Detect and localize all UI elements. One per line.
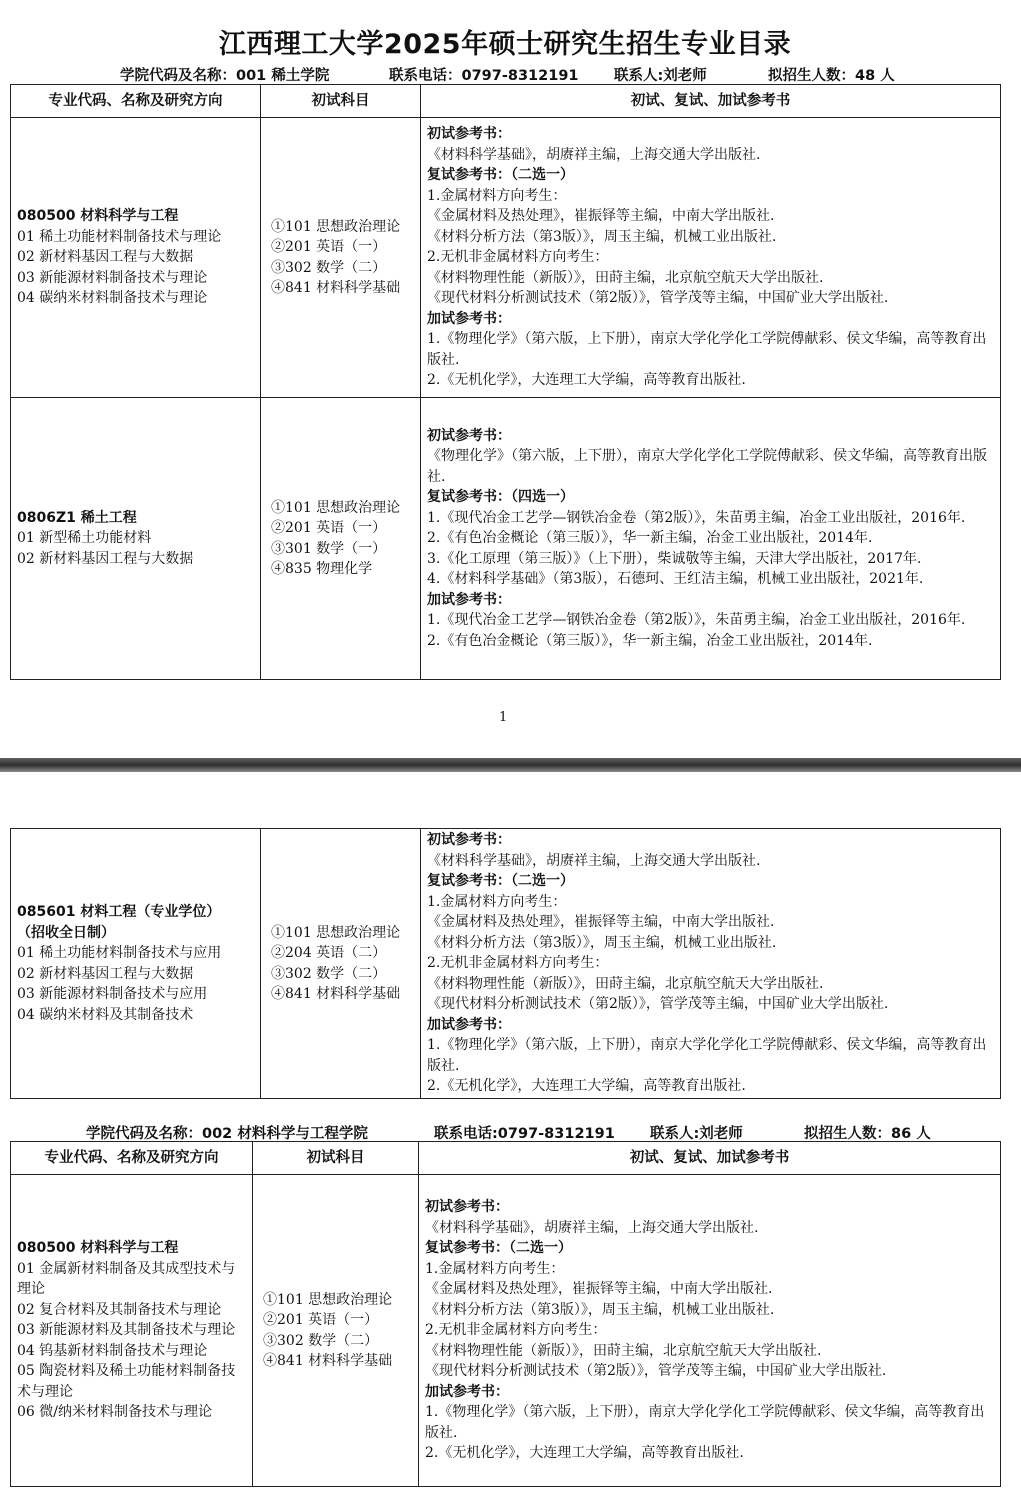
major-title: 080500 材料科学与工程: [17, 208, 179, 225]
book-line: 2.无机非金属材料方向考生：: [425, 1322, 607, 1339]
major-cell: [11, 118, 261, 398]
catalog-table-001-a: [10, 84, 1001, 680]
table-row: [11, 118, 1001, 398]
catalog-table-002: [10, 1141, 1001, 1487]
table-header-row: [11, 85, 1001, 118]
book-line: 《现代材料分析测试技术（第2版）》，管学茂等主编，中国矿业大学出版社.: [427, 290, 889, 307]
research-direction: 03 新能源材料及其制备技术与理论: [17, 1322, 236, 1339]
major-title: 0806Z1 稀土工程: [17, 509, 137, 526]
table-header-row: [11, 1142, 1001, 1175]
book-line: 《物理化学》（第六版，上下册），南京大学化学化工学院傅献彩、侯文华编，高等教育出版社.: [427, 448, 987, 485]
college-contact: 联系人:刘老师: [650, 1126, 743, 1142]
exam-subject: ③302 数学（二）: [271, 259, 387, 276]
table-row: [11, 829, 1001, 1099]
book-line: 《材料物理性能（新版）》，田莳主编，北京航空航天大学出版社.: [427, 975, 824, 992]
book-line: 2.《无机化学》，大连理工大学编，高等教育出版社.: [425, 1445, 744, 1462]
exam-subject: ②201 英语（一）: [271, 239, 387, 255]
book-line: 2.《无机化学》，大连理工大学编，高等教育出版社.: [427, 1078, 746, 1095]
research-direction: 02 复合材料及其制备技术与理论: [17, 1301, 222, 1318]
book-line: 《材料物理性能（新版）》，田莳主编，北京航空航天大学出版社.: [427, 269, 824, 286]
exam-subject: ④841 材料科学基础: [263, 1353, 393, 1369]
college-phone: 联系电话：0797-8312191: [389, 68, 579, 84]
header-major: 专业代码、名称及研究方向: [11, 1142, 253, 1175]
college-phone: 联系电话:0797-8312191: [434, 1126, 615, 1142]
exam-subject: ②201 英语（一）: [271, 520, 387, 536]
research-direction: 04 碳纳米材料及其制备技术: [17, 1006, 194, 1023]
book-section-heading: 复试参考书：（二选一）: [427, 873, 574, 890]
header-major: 专业代码、名称及研究方向: [11, 85, 261, 118]
exam-subject: ②201 英语（一）: [263, 1312, 379, 1328]
header-books: 初试、复试、加试参考书: [421, 85, 1001, 118]
book-line: 1.《物理化学》（第六版，上下册），南京大学化学化工学院傅献彩、侯文华编，高等教育出版社.: [427, 331, 987, 368]
book-line: 《材料分析方法（第3版）》，周玉主编，机械工业出版社.: [427, 228, 777, 245]
major-cell: [11, 829, 261, 1099]
major-cell: [11, 398, 261, 680]
research-direction: 01 稀土功能材料制备技术与理论: [17, 228, 222, 245]
book-line: 2.无机非金属材料方向考生：: [427, 249, 609, 266]
book-section-heading: 复试参考书：（二选一）: [425, 1240, 572, 1257]
college-name: 学院代码及名称：002 材料科学与工程学院: [86, 1126, 368, 1142]
research-direction: 02 新材料基因工程与大数据: [17, 249, 194, 266]
page-separator: [0, 758, 1021, 772]
exam-subject: ①101 思想政治理论: [271, 499, 401, 516]
exam-subject: ④841 材料科学基础: [271, 986, 401, 1002]
book-line: 《材料分析方法（第3版）》，周玉主编，机械工业出版社.: [425, 1301, 775, 1318]
table-row: [11, 398, 1001, 680]
book-line: 《金属材料及热处理》，崔振铎等主编，中南大学出版社.: [427, 208, 775, 225]
header-subjects: 初试科目: [253, 1142, 419, 1175]
exam-subject: ③301 数学（一）: [271, 540, 387, 557]
book-section-heading: 初试参考书：: [427, 126, 511, 143]
book-line: 2.《有色冶金概论（第三版）》，华一新主编，冶金工业出版社，2014年.: [427, 632, 873, 649]
header-books: 初试、复试、加试参考书: [419, 1142, 1001, 1175]
book-section-heading: 复试参考书：（四选一）: [427, 489, 574, 506]
college-quota: 拟招生人数：86 人: [804, 1126, 931, 1142]
book-section-heading: 复试参考书：（二选一）: [427, 167, 574, 184]
exam-subject: ①101 思想政治理论: [271, 924, 401, 941]
book-section-heading: 初试参考书：: [425, 1199, 509, 1216]
book-line: 1.金属材料方向考生：: [425, 1260, 565, 1277]
research-direction: 04 碳纳米材料制备技术与理论: [17, 290, 208, 307]
research-direction: 01 金属新材料制备及其成型技术与理论: [17, 1260, 236, 1298]
college-info-001: [0, 64, 1010, 84]
page-number: 1: [499, 710, 508, 725]
book-line: 《现代材料分析测试技术（第2版）》，管学茂等主编，中国矿业大学出版社.: [427, 996, 889, 1013]
college-info-002: [0, 1122, 1010, 1142]
major-title: 080500 材料科学与工程: [17, 1240, 179, 1257]
research-direction: 05 陶瓷材料及稀土功能材料制备技术与理论: [17, 1363, 236, 1400]
books-cell: [421, 829, 1001, 1099]
major-subtitle: （招收全日制）: [17, 924, 115, 941]
book-line: 1.《现代冶金工艺学—钢铁冶金卷（第2版）》，朱苗勇主编，冶金工业出版社，2016年.: [427, 509, 966, 526]
book-line: 《材料科学基础》，胡赓祥主编，上海交通大学出版社.: [427, 146, 761, 163]
catalog-table-001-b: [10, 828, 1001, 1099]
book-line: 4.《材料科学基础》（第3版），石德珂、王红洁主编，机械工业出版社，2021年.: [427, 571, 924, 588]
book-line: 1.金属材料方向考生：: [427, 893, 567, 910]
exam-subject: ①101 思想政治理论: [271, 218, 401, 235]
books-cell: [419, 1175, 1001, 1487]
book-line: 《材料科学基础》，胡赓祥主编，上海交通大学出版社.: [425, 1219, 759, 1236]
book-line: 《材料科学基础》，胡赓祥主编，上海交通大学出版社.: [427, 852, 761, 869]
major-cell: [11, 1175, 253, 1487]
book-section-heading: 初试参考书：: [427, 832, 511, 849]
book-line: 2.《无机化学》，大连理工大学编，高等教育出版社.: [427, 372, 746, 389]
exam-subject: ④841 材料科学基础: [271, 280, 401, 296]
college-contact: 联系人:刘老师: [614, 68, 707, 84]
major-title: 085601 材料工程（专业学位）: [17, 904, 221, 920]
research-direction: 01 稀土功能材料制备技术与应用: [17, 945, 222, 961]
book-section-heading: 加试参考书：: [427, 1016, 511, 1033]
book-section-heading: 初试参考书：: [427, 427, 511, 444]
exam-subject: ③302 数学（二）: [263, 1332, 379, 1349]
exam-subject: ③302 数学（二）: [271, 965, 387, 982]
books-cell: [421, 398, 1001, 680]
college-quota: 拟招生人数：48 人: [768, 68, 895, 84]
research-direction: 03 新能源材料制备技术与理论: [17, 269, 208, 286]
research-direction: 02 新材料基因工程与大数据: [17, 965, 194, 982]
exam-subject: ④835 物理化学: [271, 561, 373, 577]
book-line: 1.《现代冶金工艺学—钢铁冶金卷（第2版）》，朱苗勇主编，冶金工业出版社，2016年.: [427, 612, 966, 629]
book-line: 1.金属材料方向考生：: [427, 187, 567, 204]
book-line: 《金属材料及热处理》，崔振铎等主编，中南大学出版社.: [427, 914, 775, 931]
college-name: 学院代码及名称：001 稀土学院: [120, 68, 330, 84]
table-row: [11, 1175, 1001, 1487]
research-direction: 03 新能源材料制备技术与应用: [17, 986, 208, 1002]
book-line: 1.《物理化学》（第六版，上下册），南京大学化学化工学院傅献彩、侯文华编，高等教育出版社.: [425, 1404, 985, 1441]
exam-subject: ②204 英语（二）: [271, 945, 387, 961]
header-subjects: 初试科目: [261, 85, 421, 118]
subjects-cell: [261, 398, 421, 680]
book-section-heading: 加试参考书：: [425, 1383, 509, 1400]
book-line: 《金属材料及热处理》，崔振铎等主编，中南大学出版社.: [425, 1281, 773, 1298]
book-line: 《材料物理性能（新版）》，田莳主编，北京航空航天大学出版社.: [425, 1342, 822, 1359]
document-title: 江西理工大学2025年硕士研究生招生专业目录: [218, 29, 792, 60]
book-line: 《材料分析方法（第3版）》，周玉主编，机械工业出版社.: [427, 934, 777, 951]
research-direction: 04 钨基新材料制备技术与理论: [17, 1342, 208, 1359]
book-section-heading: 加试参考书：: [427, 591, 511, 608]
exam-subject: ①101 思想政治理论: [263, 1291, 393, 1308]
subjects-cell: [261, 118, 421, 398]
book-line: 2.无机非金属材料方向考生：: [427, 955, 609, 972]
research-direction: 01 新型稀土功能材料: [17, 530, 152, 547]
book-line: 《现代材料分析测试技术（第2版）》，管学茂等主编，中国矿业大学出版社.: [425, 1363, 887, 1380]
book-line: 3.《化工原理（第三版）》（上下册），柴诚敬等主编，天津大学出版社，2017年.: [427, 550, 922, 567]
research-direction: 02 新材料基因工程与大数据: [17, 550, 194, 567]
books-cell: [421, 118, 1001, 398]
research-direction: 06 微/纳米材料制备技术与理论: [17, 1404, 212, 1421]
book-section-heading: 加试参考书：: [427, 310, 511, 327]
subjects-cell: [261, 829, 421, 1099]
book-line: 1.《物理化学》（第六版，上下册），南京大学化学化工学院傅献彩、侯文华编，高等教育出版社.: [427, 1037, 987, 1074]
book-line: 2.《有色冶金概论（第三版）》，华一新主编，冶金工业出版社，2014年.: [427, 530, 873, 547]
subjects-cell: [253, 1175, 419, 1487]
